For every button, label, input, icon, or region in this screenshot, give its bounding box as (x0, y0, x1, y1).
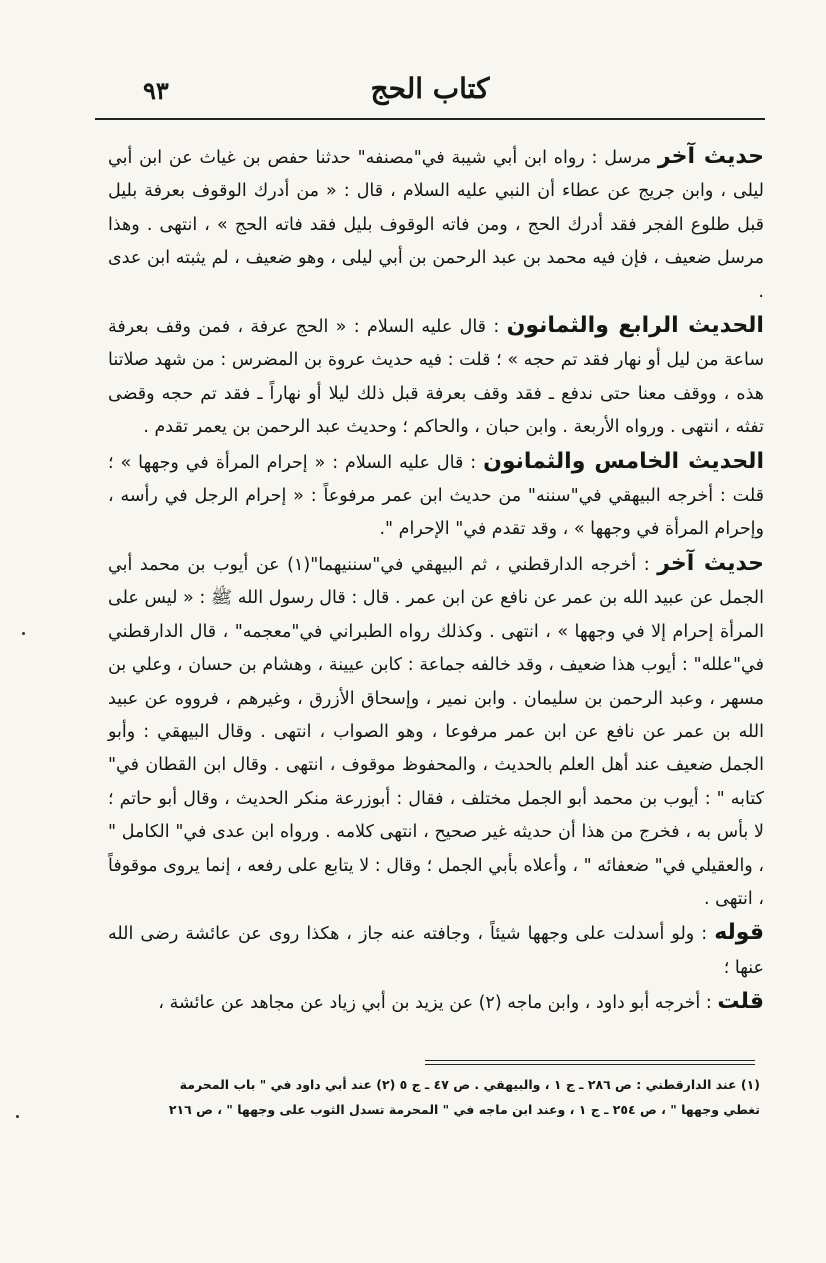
running-title: كتاب الحج (370, 72, 490, 105)
paragraph-text: : قال عليه السلام : « إحرام المرأة في وجهها » ؛ قلت : أخرجه البيهقي في"سننه" من حديث ابن عمر مرفوعاً : « إحرام الرجل في رأسه ، وإحرام المرأة في وجهها » ، وقد تقدم في" الإحرام ". (108, 452, 764, 540)
paragraph-text: : أخرجه أبو داود ، وابن ماجه (٢) عن يزيد بن أبي زياد عن مجاهد عن عائشة ، (158, 993, 718, 1014)
paragraph-text: مرسل : رواه ابن أبي شيبة في"مصنفه" حدثنا حفص بن غياث عن ابن أبي ليلى ، وابن جريج عن عطاء أن النبي عليه السلام ، قال : « من أدرك الوقوف بعرفة بليل قبل طلوع الفجر فقد أدرك الحج ، ومن فاته الوقوف بليل فقد فاته الحج » ، انتهى . وهذا مرسل ضعيف ، فإن فيه محمد بن عبد الرحمن بن أبي ليلى ، وهو ضعيف ، لم يثبته ابن عدى . (108, 148, 764, 302)
page-header (95, 68, 765, 120)
footnote-line: تغطي وجهها " ، ص ٢٥٤ ـ ج ١ ، وعند ابن ماجه في " المحرمة تسدل الثوب على وجهها " ، ص ٢١٦ (168, 1102, 760, 1117)
paragraph-text: : أخرجه الدارقطني ، ثم البيهقي في"سننيهما"(١) عن أيوب بن محمد أبي الجمل عن عبيد الله بن عمر عن نافع عن ابن عمر . قال : قال رسول الله ﷺ : « ليس على المرأة إحرام إلا في وجهها » ، انتهى . وكذلك رواه الطبراني في"معجمه" ، قال الدارقطني في"علله" : أيوب هذا ضعيف ، وقد خالفه جماعة : كابن عيينة ، وهشام بن حسان ، وعلي بن مسهر ، وعبد الرحمن بن سليمان . وابن نمير ، وإسحاق الأزرق ، وغيرهم ، فرووه عن عبيد الله بن عمر عن نافع عن ابن عمر مرفوعا ، وهو الصواب ، انتهى . وقال البيهقي : وأبو الجمل ضعيف عند أهل العلم بالحديث ، والمحفوظ موقوف ، انتهى . وقال ابن القطان في" كتابه " : أيوب بن محمد أبو الجمل مختلف ، فقال : أبوزرعة منكر الحديث ، وقال أبو حاتم ؛ لا بأس به ، فخرج من هذا أن حديثه غير صحيح ، انتهى كلامه . ورواه ابن عدى في" الكامل " ، والعقيلي في" ضعفائه " ، وأعلاه بأبي الجمل ؛ وقال : لا يتابع على رفعه ، إنما يروى موقوفاً ، انتهى . (108, 554, 764, 909)
paragraph-lead: حديث آخر (657, 550, 765, 576)
paragraph-hadith-another (108, 547, 764, 916)
paper-speck (16, 1115, 19, 1118)
paragraph-qawluhu (108, 916, 764, 985)
paragraph-lead: قلت (717, 989, 764, 1015)
footnote-divider (425, 1064, 755, 1065)
paper-speck (22, 632, 25, 635)
footnotes (100, 1072, 760, 1122)
page-number: ٩٣ (143, 76, 169, 105)
paragraph-lead: الحديث الخامس والثمانون (483, 448, 764, 474)
paragraph-text: : ولو أسدلت على وجهها شيئاً ، وجافته عنه جاز ، هكذا روى عن عائشة رضى الله عنها ؛ (108, 924, 764, 978)
paragraph-qultu (108, 985, 764, 1020)
paragraph-hadith-84 (108, 309, 764, 445)
paragraph-lead: الحديث الرابع والثمانون (506, 313, 764, 339)
paragraph-lead: حديث آخر (657, 144, 764, 169)
paragraph-hadith-mursal (108, 140, 764, 309)
paragraph-lead: قوله (714, 920, 764, 946)
footnote-divider (425, 1060, 755, 1061)
footnote-line: (١) عند الدارقطني : ص ٢٨٦ ـ ج ١ ، والبيهقي . ص ٤٧ ـ ج ٥ (٢) عند أبي داود في " باب المحرمة (179, 1077, 760, 1092)
paragraph-hadith-85 (108, 445, 764, 547)
main-text (108, 140, 764, 1021)
paragraph-text: : قال عليه السلام : « الحج عرفة ، فمن وقف بعرفة ساعة من ليل أو نهار فقد تم حجه » ؛ قلت : فيه حديث عروة بن المضرس : من شهد صلاتنا هذه ، ووقف معنا حتى ندفع ـ فقد وقف بعرفة قبل ذلك ليلا أو نهاراً ـ فقد تم حجه وقضى تفثه ، انتهى . ورواه الأربعة . وابن حبان ، والحاكم ؛ وحديث عبد الرحمن بن يعمر تقدم . (108, 317, 764, 438)
